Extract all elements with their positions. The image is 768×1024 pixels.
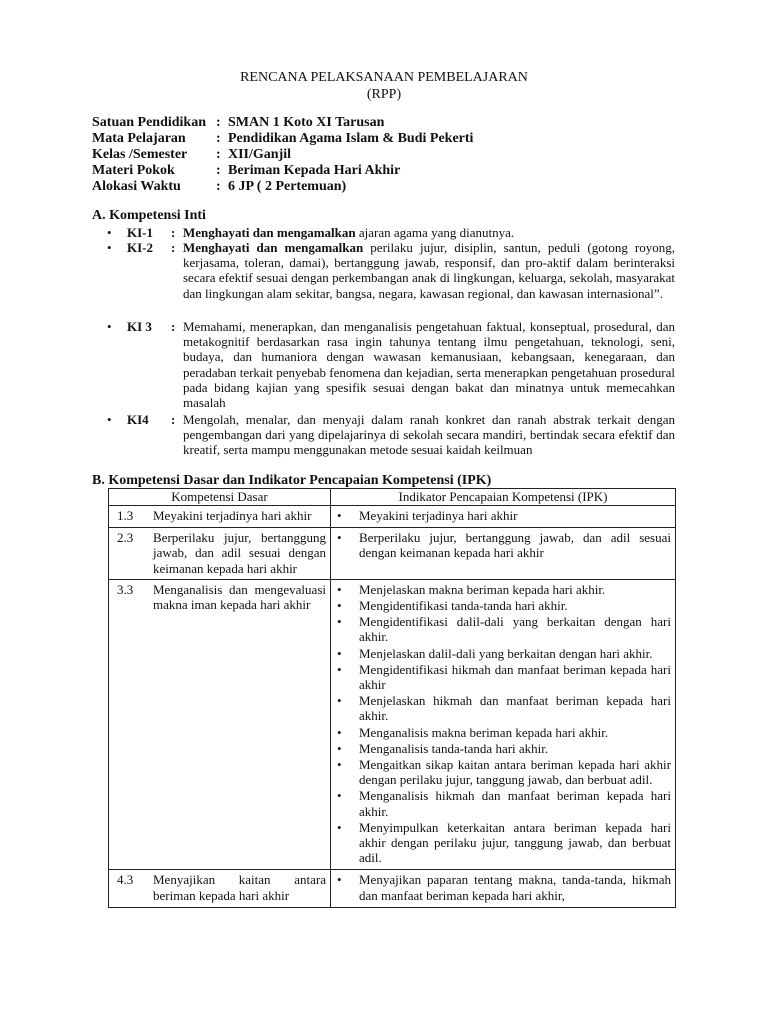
identity-label: Kelas /Semester bbox=[92, 147, 188, 162]
identity-value: XII/Ganjil bbox=[228, 147, 292, 162]
identity-row: Alokasi Waktu : 6 JP ( 2 Pertemuan) bbox=[92, 179, 347, 194]
bullet-icon: • bbox=[107, 319, 112, 334]
list-item: • Menjelaskan makna beriman kepada hari akhir. bbox=[337, 581, 606, 597]
list-item: • Mengidentifikasi dalil-dali yang berkaitan dengan hari akhir. bbox=[337, 614, 671, 645]
table-row bbox=[109, 506, 676, 528]
identity-label: Materi Pokok bbox=[92, 163, 175, 178]
table-header-kd: Kompetensi Dasar bbox=[109, 489, 331, 506]
ki-item: • KI-1 : Menghayati dan mengamalkan ajaran agama yang dianutnya. bbox=[107, 225, 675, 240]
list-item: • Menganalisis hikmah dan manfaat beriman kepada hari akhir. bbox=[337, 788, 671, 819]
bullet-icon: • bbox=[337, 581, 342, 597]
table-row bbox=[109, 870, 676, 907]
bullet-icon: • bbox=[337, 724, 342, 740]
section-a-heading: A. Kompetensi Inti bbox=[92, 208, 206, 223]
bullet-icon: • bbox=[337, 508, 342, 523]
ki-body-text: ajaran agama yang dianutnya. bbox=[355, 225, 515, 240]
identity-value: Pendidikan Agama Islam & Budi Pekerti bbox=[228, 131, 474, 146]
kd-number: 4.3 bbox=[117, 872, 134, 888]
list-item: • Menyimpulkan keterkaitan antara beriman kepada hari akhir dengan perilaku jujur, tanggung jawab, dan berbuat adil. bbox=[337, 819, 671, 866]
kd-cell bbox=[109, 579, 331, 870]
identity-block bbox=[92, 115, 473, 195]
list-item: • Berperilaku jujur, bertanggung jawab, dan adil sesuai dengan keimanan kepada hari akhir bbox=[337, 530, 671, 561]
ki-body-text: Memahami, menerapkan, dan menganalisis pengetahuan faktual, konseptual, prosedural, dan metakognitif berdasarkan rasa ingin tahunya tentang ilmu pengetahuan, teknologi, seni, budaya, dan humaniora dengan wawasan kemanusiaan, kebangsaan, kenegaraan, dan peradaban terkait penyebab fenomena dan kejadian, serta menerapkan pengetahuan prosedural pada bidang kajian yang spesifik sesuai dengan bakat dan minatnya untuk memecahkan masalah bbox=[183, 319, 675, 411]
ipk-cell bbox=[331, 528, 676, 580]
kd-cell bbox=[109, 528, 331, 580]
identity-value: Beriman Kepada Hari Akhir bbox=[228, 163, 401, 178]
table-header-ipk: Indikator Pencapaian Kompetensi (IPK) bbox=[331, 489, 676, 506]
list-item: • Menjelaskan dalil-dali yang berkaitan dengan hari akhir. bbox=[337, 645, 653, 661]
document-title: RENCANA PELAKSANAAN PEMBELAJARAN bbox=[240, 70, 528, 85]
identity-label: Alokasi Waktu bbox=[92, 179, 181, 194]
ki-item: • KI-2 : Menghayati dan mengamalkan perilaku jujur, disiplin, santun, peduli (gotong royong, kerjasama, toleran, damai), bertanggung jawab, responsif, dan pro-aktif dalam berinteraksi secara efektif sesuai dengan perkembangan anak di lingkungan, keluarga, sekolah, masyarakat dan lingkungan alam sekitar, bangsa, negara, kawasan regional, dan kawasan internasional”. bbox=[107, 240, 675, 301]
identity-row: Mata Pelajaran : Pendidikan Agama Islam & Budi Pekerti bbox=[92, 131, 474, 146]
kd-cell bbox=[109, 506, 331, 528]
ki-text bbox=[183, 225, 675, 240]
table-row bbox=[109, 579, 676, 870]
ki-code: KI4 bbox=[127, 412, 149, 427]
kd-cell bbox=[109, 870, 331, 907]
list-item: • Menganalisis makna beriman kepada hari akhir. bbox=[337, 724, 609, 740]
bullet-icon: • bbox=[107, 412, 112, 427]
ki-code: KI-2 bbox=[127, 240, 153, 255]
list-item: • Menyajikan paparan tentang makna, tanda-tanda, hikmah dan manfaat beriman kepada hari akhir, bbox=[337, 872, 671, 903]
kd-number: 3.3 bbox=[117, 581, 134, 597]
document-subtitle: (RPP) bbox=[366, 87, 402, 102]
kd-description: Meyakini terjadinya hari akhir bbox=[153, 508, 312, 523]
identity-label: Mata Pelajaran bbox=[92, 131, 186, 146]
identity-value: SMAN 1 Koto XI Tarusan bbox=[228, 115, 385, 130]
kd-description: Menganalisis dan mengevaluasi makna iman kepada hari akhir bbox=[153, 581, 326, 613]
bullet-icon: • bbox=[337, 819, 342, 835]
list-item: • Meyakini terjadinya hari akhir bbox=[337, 508, 518, 523]
table-row bbox=[109, 528, 676, 580]
ki-text bbox=[183, 319, 675, 410]
list-item: • Menjelaskan hikmah dan manfaat beriman kepada hari akhir. bbox=[337, 693, 671, 724]
ki-code: KI-1 bbox=[127, 225, 153, 240]
bullet-icon: • bbox=[337, 661, 342, 677]
list-item: • Mengaitkan sikap kaitan antara beriman kepada hari akhir dengan perilaku jujur, tanggung jawab, dan berbuat adil. bbox=[337, 757, 671, 788]
kd-number: 2.3 bbox=[117, 530, 134, 546]
list-item: • Mengidentifikasi tanda-tanda hari akhir. bbox=[337, 598, 568, 614]
bullet-icon: • bbox=[107, 240, 112, 255]
ipk-cell bbox=[331, 579, 676, 870]
kd-description: Menyajikan kaitan antara beriman kepada hari akhir bbox=[153, 872, 326, 903]
bullet-icon: • bbox=[337, 598, 342, 614]
ki-text bbox=[183, 240, 675, 301]
competency-table bbox=[108, 488, 676, 908]
identity-row: Satuan Pendidikan : SMAN 1 Koto XI Tarusan bbox=[92, 115, 385, 130]
bullet-icon: • bbox=[337, 740, 342, 756]
list-item: • Menganalisis tanda-tanda hari akhir. bbox=[337, 740, 549, 756]
bullet-icon: • bbox=[337, 614, 342, 630]
bullet-icon: • bbox=[337, 693, 342, 709]
ki-code: KI 3 bbox=[127, 319, 152, 334]
ki-bold-text: Menghayati dan mengamalkan bbox=[183, 240, 364, 255]
ki-item: • KI 3 : Memahami, menerapkan, dan menganalisis pengetahuan faktual, konseptual, prosedural, dan metakognitif berdasarkan rasa ingin tahunya tentang ilmu pengetahuan, teknologi, seni, budaya, dan humaniora dengan wawasan kemanusiaan, kebangsaan, kenegaraan, dan peradaban terkait penyebab fenomena dan kejadian, serta menerapkan pengetahuan prosedural pada bidang kajian yang spesifik sesuai dengan bakat dan minatnya untuk memecahkan masalah bbox=[107, 319, 675, 411]
bullet-icon: • bbox=[337, 530, 342, 546]
ki-bold-text: Menghayati dan mengamalkan bbox=[183, 225, 356, 240]
ipk-cell bbox=[331, 870, 676, 907]
bullet-icon: • bbox=[337, 788, 342, 804]
kd-number: 1.3 bbox=[117, 508, 134, 523]
kd-description: Berperilaku jujur, bertanggung jawab, dan adil sesuai dengan keimanan kepada hari akhir bbox=[153, 530, 326, 576]
identity-value: 6 JP ( 2 Pertemuan) bbox=[228, 179, 347, 194]
ki-body-text: perilaku jujur, disiplin, santun, peduli (gotong royong, kerjasama, toleran, damai), bertanggung jawab, responsif, dan pro-aktif dalam berinteraksi secara efektif sesuai dengan perkembangan anak di lingkungan, keluarga, sekolah, masyarakat dan lingkungan alam sekitar, bangsa, negara, kawasan regional, dan kawasan internasional”. bbox=[183, 240, 675, 301]
ki-body-text: Mengolah, menalar, dan menyaji dalam ranah konkret dan ranah abstrak terkait dengan pengembangan dari yang dipelajarinya di sekolah secara mandiri, bertindak secara efektif dan kreatif, serta mampu menggunakan metode sesuai kaidah keilmuan bbox=[183, 412, 675, 458]
ipk-cell bbox=[331, 506, 676, 528]
ki-text bbox=[183, 412, 675, 458]
bullet-icon: • bbox=[107, 225, 112, 240]
bullet-icon: • bbox=[337, 645, 342, 661]
ki-item: • KI4 : Mengolah, menalar, dan menyaji dalam ranah konkret dan ranah abstrak terkait dengan pengembangan dari yang dipelajarinya di sekolah secara mandiri, bertindak secara efektif dan kreatif, serta mampu menggunakan metode sesuai kaidah keilmuan bbox=[107, 412, 675, 458]
identity-row: Kelas /Semester : XII/Ganjil bbox=[92, 147, 292, 162]
bullet-icon: • bbox=[337, 872, 342, 888]
table-header-row bbox=[109, 489, 676, 506]
bullet-icon: • bbox=[337, 757, 342, 773]
identity-row: Materi Pokok : Beriman Kepada Hari Akhir bbox=[92, 163, 401, 178]
identity-label: Satuan Pendidikan bbox=[92, 115, 206, 130]
section-b-heading: B. Kompetensi Dasar dan Indikator Pencapaian Kompetensi (IPK) bbox=[92, 473, 492, 488]
list-item: • Mengidentifikasi hikmah dan manfaat beriman kepada hari akhir bbox=[337, 661, 671, 693]
